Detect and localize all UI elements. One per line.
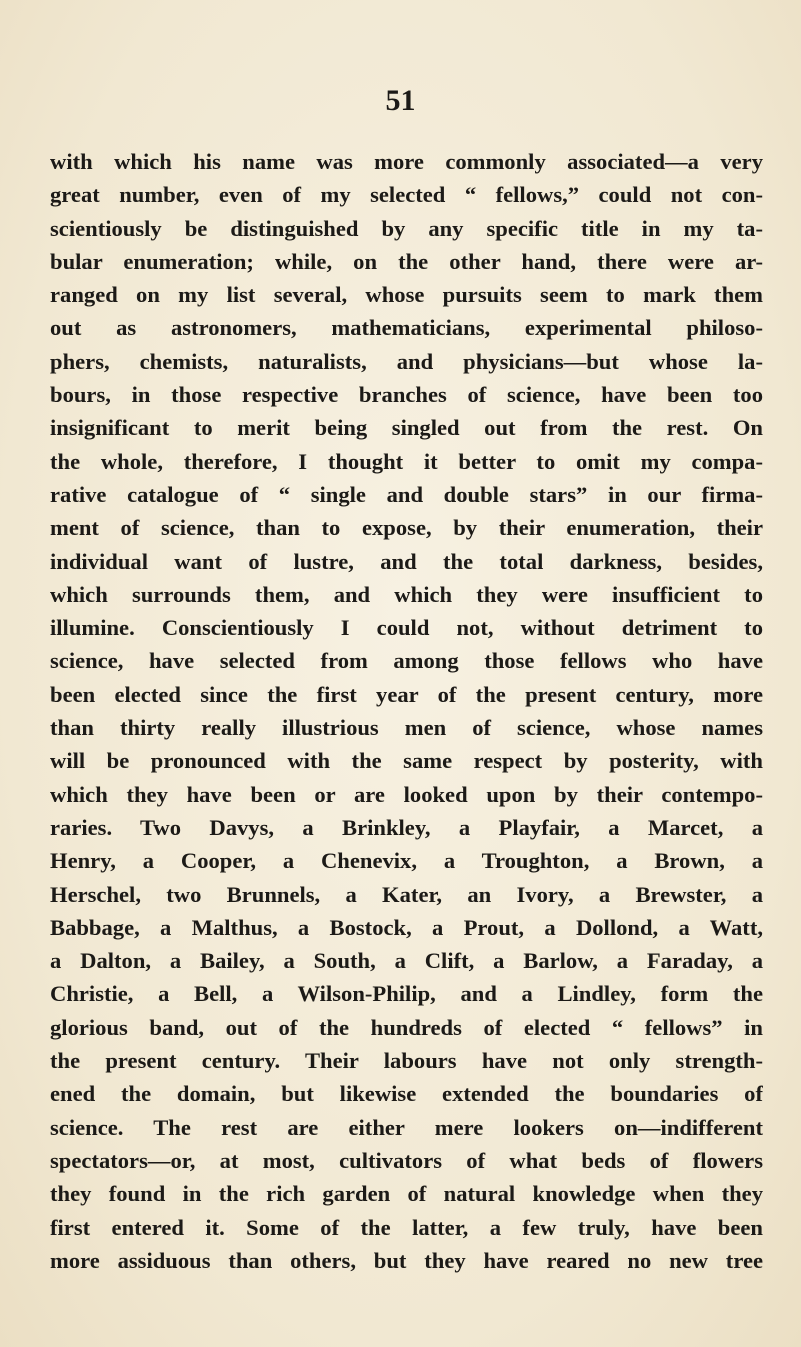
text-line: ment of science, than to expose, by their enumeration, their: [50, 515, 763, 541]
text-line: bular enumeration; while, on the other hand, there were ar-: [50, 248, 763, 274]
text-line: illumine. Conscientiously I could not, without detriment to: [50, 615, 763, 641]
text-line: Herschel, two Brunnels, a Kater, an Ivory, a Brewster, a: [50, 881, 763, 907]
text-line: bours, in those respective branches of science, have been too: [50, 382, 763, 408]
text-line: Christie, a Bell, a Wilson-Philip, and a Lindley, form the: [50, 981, 763, 1007]
text-line: will be pronounced with the same respect by posterity, with: [50, 748, 763, 774]
text-line: more assiduous than others, but they have reared no new tree: [50, 1247, 763, 1273]
text-line: out as astronomers, mathematicians, experimental philoso-: [50, 315, 763, 341]
text-line: ened the domain, but likewise extended the boundaries of: [50, 1081, 763, 1107]
text-line: which surrounds them, and which they were insufficient to: [50, 581, 763, 607]
text-line: with which his name was more commonly associated—a very: [50, 149, 763, 174]
text-line: spectators—or, at most, cultivators of what beds of flowers: [50, 1147, 763, 1173]
text-line: glorious band, out of the hundreds of elected “ fellows” in: [50, 1014, 763, 1040]
text-line: they found in the rich garden of natural knowledge when they: [50, 1181, 763, 1207]
text-line: science, have selected from among those fellows who have: [50, 648, 763, 674]
text-line: the present century. Their labours have not only strength-: [50, 1048, 763, 1074]
text-line: ranged on my list several, whose pursuits seem to mark them: [50, 282, 763, 308]
text-line: which they have been or are looked upon by their contempo-: [50, 781, 763, 807]
page-number: 51: [385, 84, 416, 117]
text-line: first entered it. Some of the latter, a few truly, have been: [50, 1214, 763, 1240]
text-line: rative catalogue of “ single and double stars” in our firma-: [50, 481, 763, 507]
text-line: Babbage, a Malthus, a Bostock, a Prout, a Dollond, a Watt,: [50, 914, 763, 940]
text-line: individual want of lustre, and the total darkness, besides,: [50, 548, 763, 574]
text-line: insignificant to merit being singled out from the rest. On: [50, 415, 763, 441]
text-line: scientiously be distinguished by any specific title in my ta-: [50, 215, 763, 241]
text-line: the whole, therefore, I thought it better to omit my compa-: [50, 448, 763, 474]
text-line: great number, even of my selected “ fellows,” could not con-: [50, 182, 763, 208]
text-line: a Dalton, a Bailey, a South, a Clift, a Barlow, a Faraday, a: [50, 948, 763, 974]
text-line: than thirty really illustrious men of science, whose names: [50, 715, 763, 741]
text-line: phers, chemists, naturalists, and physicians—but whose la-: [50, 348, 763, 374]
text-line: science. The rest are either mere lookers on—indifferent: [50, 1114, 763, 1140]
body-text: [50, 145, 763, 1277]
text-line: Henry, a Cooper, a Chenevix, a Troughton, a Brown, a: [50, 848, 763, 874]
text-line: been elected since the first year of the present century, more: [50, 681, 763, 707]
text-line: raries. Two Davys, a Brinkley, a Playfair, a Marcet, a: [50, 814, 763, 840]
